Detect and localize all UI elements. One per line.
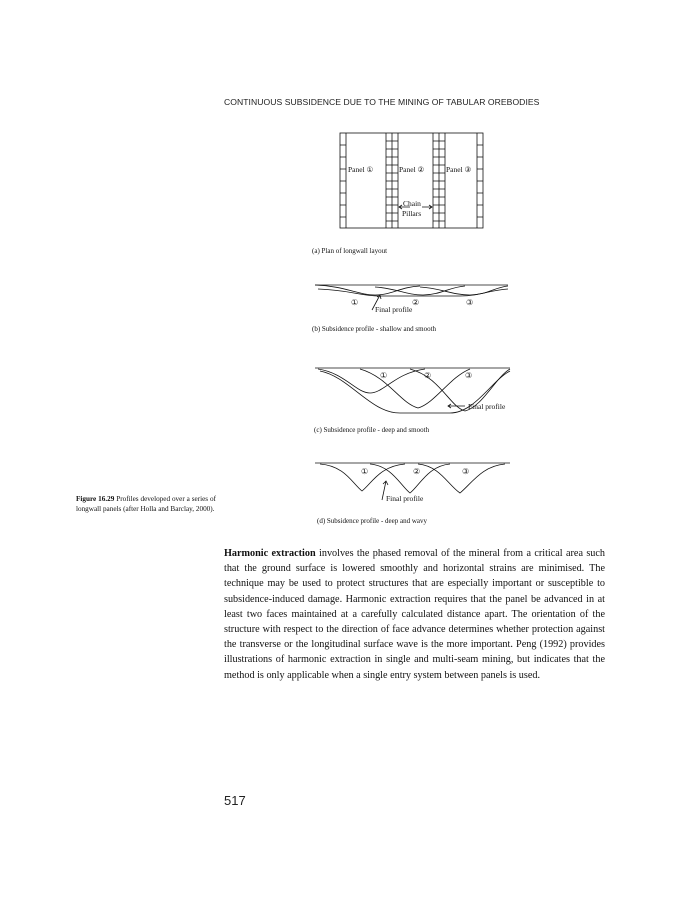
marker-d-1: ① xyxy=(361,467,369,476)
marker-d-3: ③ xyxy=(462,467,470,476)
chain-label: Chain xyxy=(403,199,421,208)
panel-1-label: Panel ① xyxy=(348,165,374,174)
marker-d-2: ② xyxy=(413,467,421,476)
panel-3-label: Panel ③ xyxy=(446,165,472,174)
figure-caption-text: Profiles developed over a series of longwall panels (after Holla and Barclay, 2000). xyxy=(76,495,216,513)
body-text: involves the phased removal of the mineral from a critical area such that the ground surface is lowered smoothly and horizontal strains are minimised. The technique may be used to protect structures that are especially important or susceptible to subsidence-induced damage. Harmonic extraction requires that the panel be advanced in at least two faces maintained at a carefully calculated distance apart. The orientation of the structure with respect to the direction of face advance determines whether protection against the transverse or the longitudinal surface wave is the more important. Peng (1992) provides illustrations of harmonic extraction in single and multi-seam mining, but indicates that the method is only applicable when a single entry system between panels is used. xyxy=(224,548,606,681)
subcaption-c: (c) Subsidence profile - deep and smooth xyxy=(314,426,430,434)
final-profile-b: Final profile xyxy=(375,305,413,314)
longwall-figure xyxy=(300,125,530,530)
pillars-label: Pillars xyxy=(402,209,422,218)
subcaption-a: (a) Plan of longwall layout xyxy=(312,247,388,255)
running-header: CONTINUOUS SUBSIDENCE DUE TO THE MINING OF TABULAR OREBODIES xyxy=(224,97,540,107)
page-number: 517 xyxy=(224,793,246,808)
body-paragraph xyxy=(224,546,605,683)
subcaption-b: (b) Subsidence profile - shallow and smooth xyxy=(312,325,437,333)
marker-b-2: ② xyxy=(412,298,420,307)
figure-label: Figure 16.29 xyxy=(76,495,115,503)
marker-b-1: ① xyxy=(351,298,359,307)
marker-b-3: ③ xyxy=(466,298,474,307)
marker-c-1: ① xyxy=(380,371,388,380)
final-profile-c: Final profile xyxy=(468,402,506,411)
body-term: Harmonic extraction xyxy=(224,548,316,559)
marker-c-3: ③ xyxy=(465,371,473,380)
panel-2-label: Panel ② xyxy=(399,165,425,174)
marker-c-2: ② xyxy=(424,371,432,380)
figure-caption xyxy=(76,494,216,514)
subcaption-d: (d) Subsidence profile - deep and wavy xyxy=(317,517,428,525)
final-profile-d: Final profile xyxy=(386,494,424,503)
